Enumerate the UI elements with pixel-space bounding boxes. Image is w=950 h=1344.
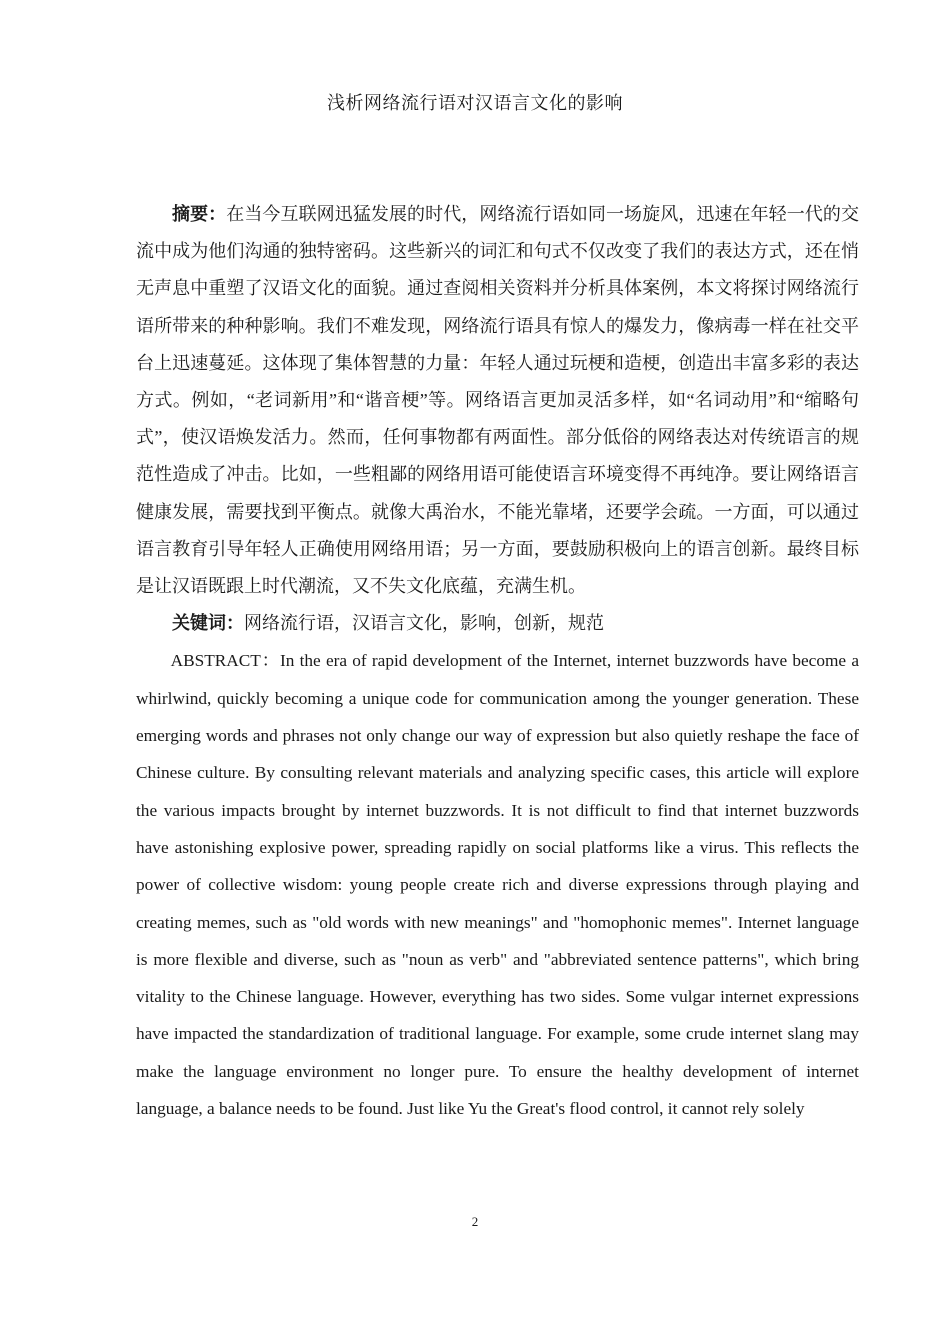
english-abstract-text: In the era of rapid development of the Internet, internet buzzwords have become a whirlwind, quickly becoming a unique code for communication among the younger generation. These emerging words and phrases not only change our way of expression but also quietly reshape the face of Chinese culture. By consulting relevant materials and analyzing specific cases, this article will explore the various impacts brought by internet buzzwords. It is not difficult to find that internet buzzwords have astonishing explosive power, spreading rapidly on social platforms like a virus. This reflects the power of collective wisdom: young people create rich and diverse expressions through playing and creating memes, such as "old words with new meanings" and "homophonic memes". Internet language is more flexible and diverse, such as "noun as verb" and "abbreviated sentence patterns", which bring vitality to the Chinese language. However, everything has two sides. Some vulgar internet expressions have impacted the standardization of traditional language. For example, some crude internet slang may make the language environment no longer pure. To ensure the healthy development of internet language, a balance needs to be found. Just like Yu the Great's flood control, it cannot rely solely: [136, 651, 859, 1118]
keywords-paragraph: [136, 605, 859, 642]
document-body: [136, 196, 859, 1127]
keywords-label: 关键词：: [172, 613, 244, 634]
keywords-text: 网络流行语，汉语言文化，影响，创新，规范: [244, 613, 604, 634]
abstract-label: 摘要：: [172, 204, 227, 224]
document-title: 浅析网络流行语对汉语言文化的影响: [327, 93, 623, 113]
english-abstract-label: ABSTRACT：: [170, 651, 280, 671]
english-abstract-paragraph: [136, 642, 859, 1127]
abstract-paragraph: [136, 196, 859, 605]
page-number: 2: [471, 1214, 479, 1229]
abstract-text: 在当今互联网迅猛发展的时代，网络流行语如同一场旋风，迅速在年轻一代的交流中成为他们沟通的独特密码。这些新兴的词汇和句式不仅改变了我们的表达方式，还在悄无声息中重塑了汉语文化的面貌。通过查阅相关资料并分析具体案例，本文将探讨网络流行语所带来的种种影响。我们不难发现，网络流行语具有惊人的爆发力，像病毒一样在社交平台上迅速蔓延。这体现了集体智慧的力量：年轻人通过玩梗和造梗，创造出丰富多彩的表达方式。例如，“老词新用”和“谐音梗”等。网络语言更加灵活多样，如“名词动用”和“缩略句式”，使汉语焕发活力。然而，任何事物都有两面性。部分低俗的网络表达对传统语言的规范性造成了冲击。比如，一些粗鄙的网络用语可能使语言环境变得不再纯净。要让网络语言健康发展，需要找到平衡点。就像大禹治水，不能光靠堵，还要学会疏。一方面，可以通过语言教育引导年轻人正确使用网络用语；另一方面，要鼓励积极向上的语言创新。最终目标是让汉语既跟上时代潮流，又不失文化底蕴，充满生机。: [136, 204, 860, 597]
